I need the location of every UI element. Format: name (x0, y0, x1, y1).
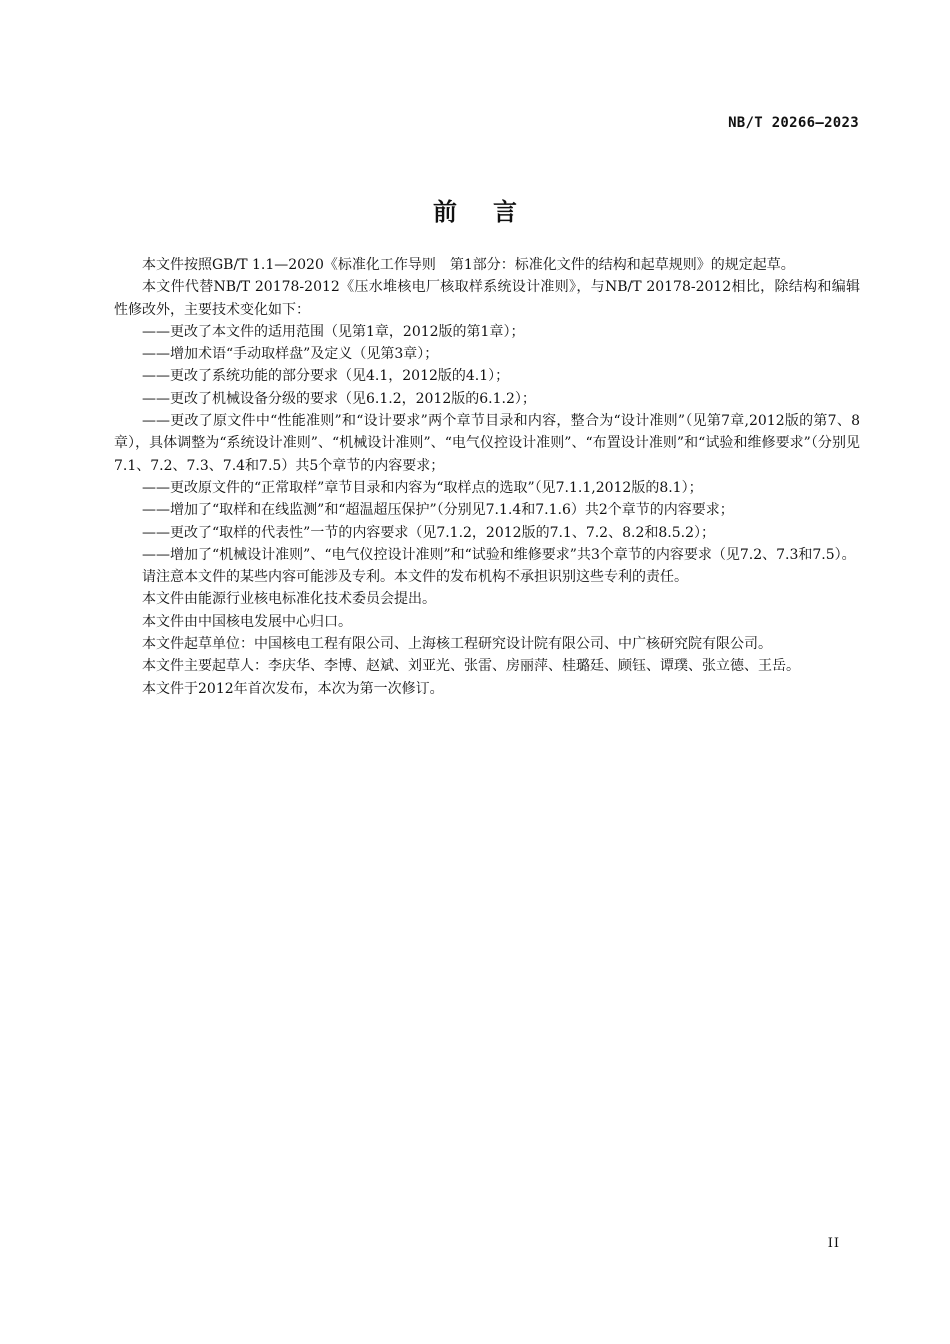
list-item: ——更改了系统功能的部分要求（见4.1，2012版的4.1）； (142, 368, 510, 385)
standard-code: NB/T 20266—2023 (728, 115, 859, 131)
paragraph: 本文件起草单位：中国核电工程有限公司、上海核工程研究设计院有限公司、中广核研究院有限公司。 (142, 636, 772, 653)
list-item: ——更改了“取样的代表性”一节的内容要求（见7.1.2，2012版的7.1、7.2、8.2和8.5.2）； (142, 524, 715, 541)
paragraph: 本文件由中国核电发展中心归口。 (142, 613, 352, 630)
paragraph: 请注意本文件的某些内容可能涉及专利。本文件的发布机构不承担识别这些专利的责任。 (142, 569, 688, 586)
paragraph: 本文件按照GB/T 1.1—2020《标准化工作导则 第1部分：标准化文件的结构和起草规则》的规定起草。 (142, 257, 795, 273)
page-number: II (827, 1236, 840, 1251)
paragraph: 本文件于2012年首次发布，本次为第一次修订。 (142, 680, 444, 697)
list-item: ——更改了本文件的适用范围（见第1章，2012版的第1章）； (142, 323, 525, 340)
list-item: ——更改了机械设备分级的要求（见6.1.2，2012版的6.1.2）； (142, 390, 536, 407)
list-item: ——增加术语“手动取样盘”及定义（见第3章）； (142, 346, 439, 363)
list-item: ——更改了原文件中“性能准则”和“设计要求”两个章节目录和内容，整合为“设计准则”（见第7章,2012版的第7、8章），具体调整为“系统设计准则”、“机械设计准则”、“电气仪控设计准则”、“布置设计准则”和“试验和维修要求”（分别见7.1、7.2、7.3、7.4和7.5）共5个章节的内容要求； (114, 413, 860, 474)
paragraph: 本文件由能源行业核电标准化技术委员会提出。 (142, 591, 436, 608)
paragraph: 本文件代替NB/T 20178-2012《压水堆核电厂核取样系统设计准则》，与NB/T 20178-2012相比，除结构和编辑性修改外，主要技术变化如下： (114, 279, 860, 318)
list-item: ——增加了“机械设计准则”、“电气仪控设计准则”和“试验和维修要求”共3个章节的内容要求（见7.2、7.3和7.5）。 (142, 546, 856, 563)
page-title: 前言 (433, 197, 553, 226)
list-item: ——更改原文件的“正常取样”章节目录和内容为“取样点的选取”（见7.1.1,2012版的8.1）； (142, 479, 703, 496)
list-item: ——增加了“取样和在线监测”和“超温超压保护”（分别见7.1.4和7.1.6）共2个章节的内容要求； (142, 502, 734, 519)
paragraph: 本文件主要起草人：李庆华、李博、赵斌、刘亚光、张雷、房丽萍、桂璐廷、顾钰、谭璞、张立德、王岳。 (142, 658, 800, 675)
foreword-body (114, 254, 860, 700)
